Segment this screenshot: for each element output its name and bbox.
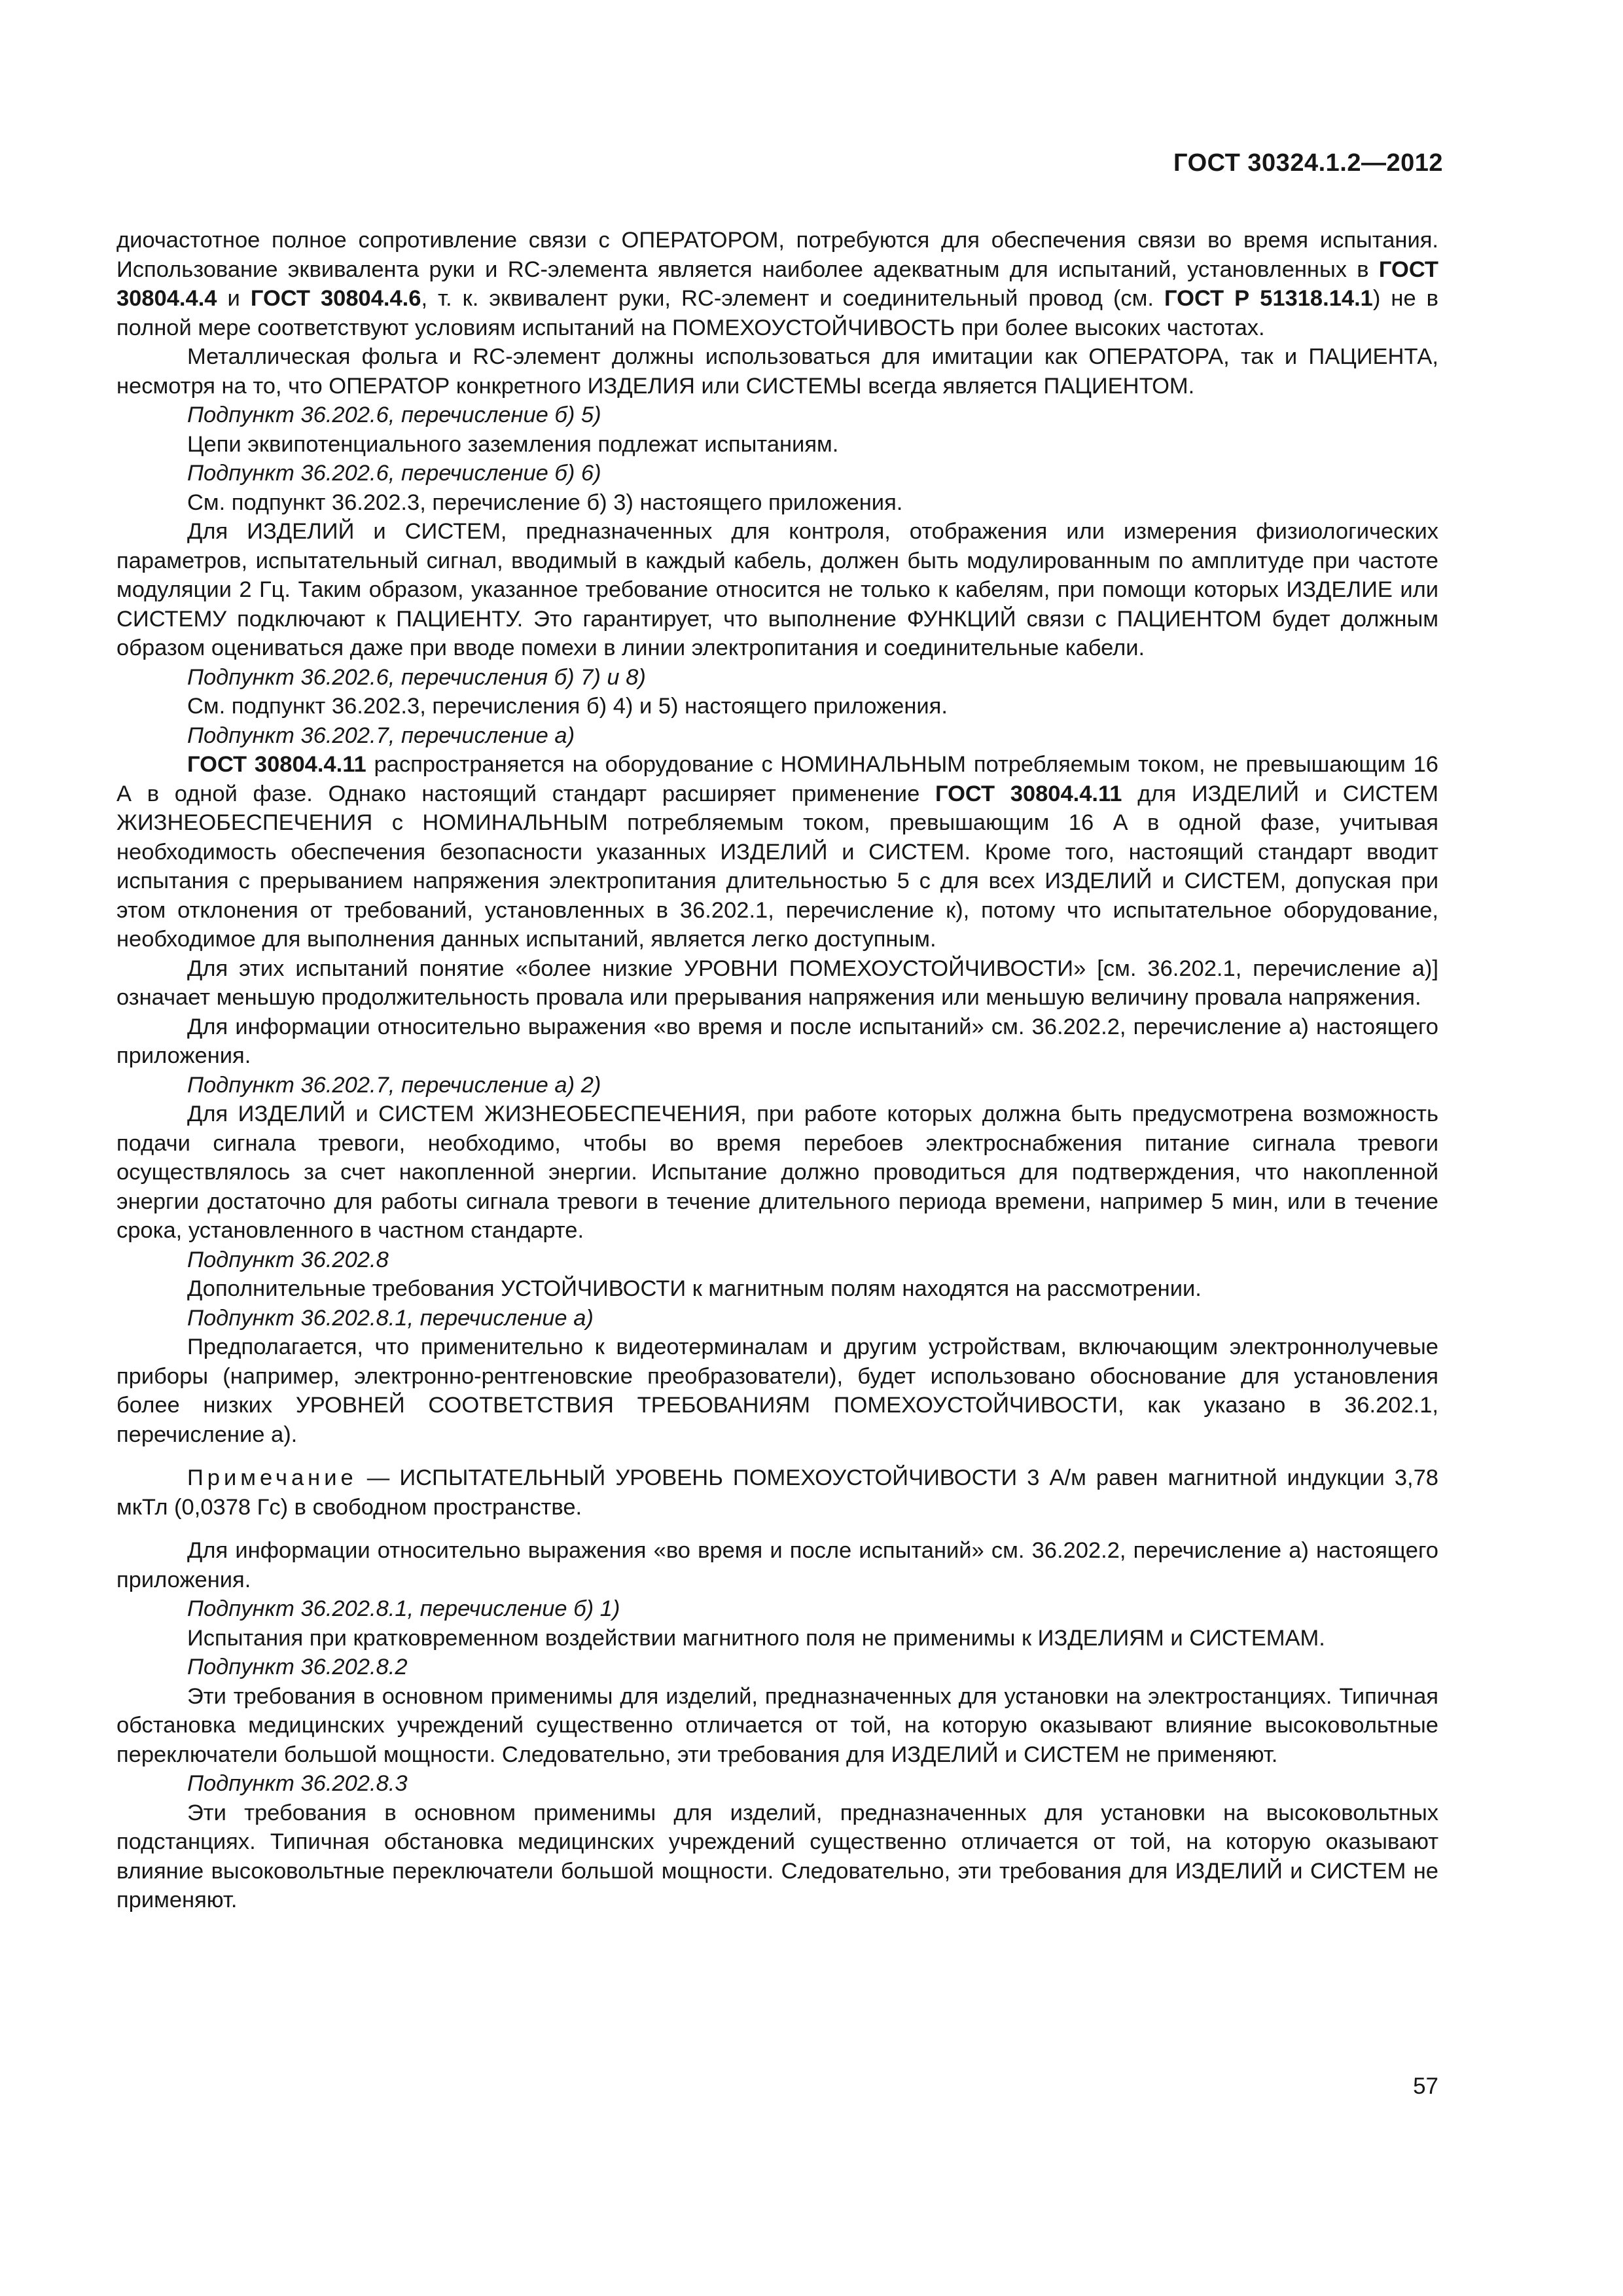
paragraph bbox=[116, 226, 1438, 342]
subclause-heading: Подпункт 36.202.8.2 bbox=[187, 1655, 408, 1679]
paragraph: Испытания при кратковременном воздействии магнитного поля не применимы к ИЗДЕЛИЯМ и СИСТЕМАМ. bbox=[187, 1625, 1325, 1651]
paragraph bbox=[116, 750, 1438, 954]
paragraph: Для информации относительно выражения «во время и после испытаний» см. 36.202.2, перечисление а) настоящего приложения. bbox=[116, 1538, 1438, 1592]
subclause-heading: Подпункт 36.202.8.3 bbox=[187, 1771, 408, 1796]
standard-reference: ГОСТ 30804.4.4 bbox=[116, 257, 1438, 311]
text-run: и bbox=[217, 286, 251, 311]
paragraph: Эти требования в основном применимы для изделий, предназначенных для установки на электростанциях. Типичная обстановка медицинских учреждений существенно отличается от той, на которую оказывают влияние высоковольтные переключатели большой мощности. Следовательно, эти требования для ИЗДЕЛИЙ и СИСТЕМ не применяют. bbox=[116, 1683, 1438, 1767]
standard-reference: ГОСТ 30804.4.11 bbox=[935, 781, 1122, 806]
subclause-heading: Подпункт 36.202.8 bbox=[187, 1247, 389, 1272]
text-run: диочастотное полное сопротивление связи с ОПЕРАТОРОМ, потребуются для обеспечения связи во время испытания. Использование эквивалента руки и RC-элемента является наиболее адекватным для испытаний, установленных в bbox=[116, 228, 1438, 282]
text-run: , т. к. эквивалент руки, RC-элемент и соединительный провод (см. bbox=[421, 286, 1165, 311]
note-label: Примечание bbox=[187, 1465, 357, 1490]
subclause-heading: Подпункт 36.202.7, перечисление а) 2) bbox=[187, 1072, 601, 1098]
paragraph: См. подпункт 36.202.3, перечисления б) 4) и 5) настоящего приложения. bbox=[187, 694, 948, 719]
note-text: — ИСПЫТАТЕЛЬНЫЙ УРОВЕНЬ ПОМЕХОУСТОЙЧИВОСТИ 3 А/м равен магнитной индукции 3,78 мкТл (0,0378 Гс) в свободном пространстве. bbox=[116, 1465, 1438, 1520]
paragraph: Для этих испытаний понятие «более низкие УРОВНИ ПОМЕХОУСТОЙЧИВОСТИ» [см. 36.202.1, перечисление а)] означает меньшую продолжительность провала или прерывания напряжения или меньшую величину провала напряжения. bbox=[116, 956, 1438, 1010]
text-run: ) не в полной мере соответствуют условиям испытаний на ПОМЕХОУСТОЙЧИВОСТЬ при более высоких частотах. bbox=[116, 286, 1438, 340]
standard-reference: ГОСТ 30804.4.6 bbox=[250, 286, 421, 311]
text-run: для ИЗДЕЛИЙ и СИСТЕМ ЖИЗНЕОБЕСПЕЧЕНИЯ с НОМИНАЛЬНЫМ потребляемым током, превышающим 16 А в одной фазе, учитывая необходимость обеспечения безопасности указанных ИЗДЕЛИЙ и СИСТЕМ. Кроме того, настоящий стандарт вводит испытания с прерыванием напряжения электропитания длительностью 5 с для всех ИЗДЕЛИЙ и СИСТЕМ, допуская при этом отклонения от требований, установленных в 36.202.1, перечисление к), потому что испытательное оборудование, необходимое для выполнения данных испытаний, является легко доступным. bbox=[116, 781, 1439, 952]
paragraph: Для информации относительно выражения «во время и после испытаний» см. 36.202.2, перечисление а) настоящего приложения. bbox=[116, 1014, 1438, 1068]
subclause-heading: Подпункт 36.202.8.1, перечисление б) 1) bbox=[187, 1596, 620, 1621]
paragraph: См. подпункт 36.202.3, перечисление б) 3) настоящего приложения. bbox=[187, 490, 903, 515]
paragraph: Цепи эквипотенциального заземления подлежат испытаниям. bbox=[187, 431, 839, 457]
paragraph: Дополнительные требования УСТОЙЧИВОСТИ к магнитным полям находятся на рассмотрении. bbox=[187, 1276, 1202, 1301]
paragraph: Предполагается, что применительно к видеотерминалам и другим устройствам, включающим электроннолучевые приборы (например, электронно-рентгеновские преобразователи), будет использовано обоснование для установления более низких УРОВНЕЙ СООТВЕТСТВИЯ ТРЕБОВАНИЯМ ПОМЕХОУСТОЙЧИВОСТИ, как указано в 36.202.1, перечисление а). bbox=[116, 1335, 1438, 1447]
document-body bbox=[116, 226, 1438, 1915]
subclause-heading: Подпункт 36.202.7, перечисление а) bbox=[187, 723, 575, 748]
text-run: распространяется на оборудование с НОМИНАЛЬНЫМ потребляемым током, не превышающим 16 А в одной фазе. Однако настоящий стандарт расширяет применение bbox=[116, 752, 1438, 806]
note bbox=[116, 1463, 1438, 1522]
subclause-heading: Подпункт 36.202.8.1, перечисление а) bbox=[187, 1305, 594, 1331]
paragraph: Для ИЗДЕЛИЙ и СИСТЕМ ЖИЗНЕОБЕСПЕЧЕНИЯ, при работе которых должна быть предусмотрена возможность подачи сигнала тревоги, необходимо, чтобы во время перебоев электроснабжения питание сигнала тревоги осуществлялось за счет накопленной энергии. Испытание должно проводиться для подтверждения, что накопленной энергии достаточно для работы сигнала тревоги в течение длительного периода времени, например 5 мин, или в течение срока, установленного в частном стандарте. bbox=[116, 1102, 1438, 1243]
page-number: 57 bbox=[1413, 2073, 1438, 2099]
paragraph: Для ИЗДЕЛИЙ и СИСТЕМ, предназначенных для контроля, отображения или измерения физиологических параметров, испытательный сигнал, вводимый в каждый кабель, должен быть модулированным по амплитуде при частоте модуляции 2 Гц. Таким образом, указанное требование относится не только к кабелям, при помощи которых ИЗДЕЛИЕ или СИСТЕМУ подключают к ПАЦИЕНТУ. Это гарантирует, что выполнение ФУНКЦИЙ связи с ПАЦИЕНТОМ будет должным образом оцениваться даже при вводе помехи в линии электропитания и соединительные кабели. bbox=[116, 519, 1438, 660]
paragraph: Металлическая фольга и RC-элемент должны использоваться для имитации как ОПЕРАТОРА, так и ПАЦИЕНТА, несмотря на то, что ОПЕРАТОР конкретного ИЗДЕЛИЯ или СИСТЕМЫ всегда является ПАЦИЕНТОМ. bbox=[116, 344, 1438, 399]
subclause-heading: Подпункт 36.202.6, перечисление б) 6) bbox=[187, 461, 601, 486]
standard-reference: ГОСТ 30804.4.11 bbox=[187, 752, 366, 777]
subclause-heading: Подпункт 36.202.6, перечисление б) 5) bbox=[187, 403, 601, 427]
subclause-heading: Подпункт 36.202.6, перечисления б) 7) и 8) bbox=[187, 664, 646, 690]
standard-reference: ГОСТ Р 51318.14.1 bbox=[1164, 286, 1373, 311]
paragraph: Эти требования в основном применимы для изделий, предназначенных для установки на высоковольтных подстанциях. Типичная обстановка медицинских учреждений существенно отличается от той, на которую оказывают влияние высоковольтные переключатели большой мощности. Следовательно, эти требования для ИЗДЕЛИЙ и СИСТЕМ не применяют. bbox=[116, 1800, 1438, 1912]
standard-designation: ГОСТ 30324.1.2—2012 bbox=[1173, 149, 1443, 177]
